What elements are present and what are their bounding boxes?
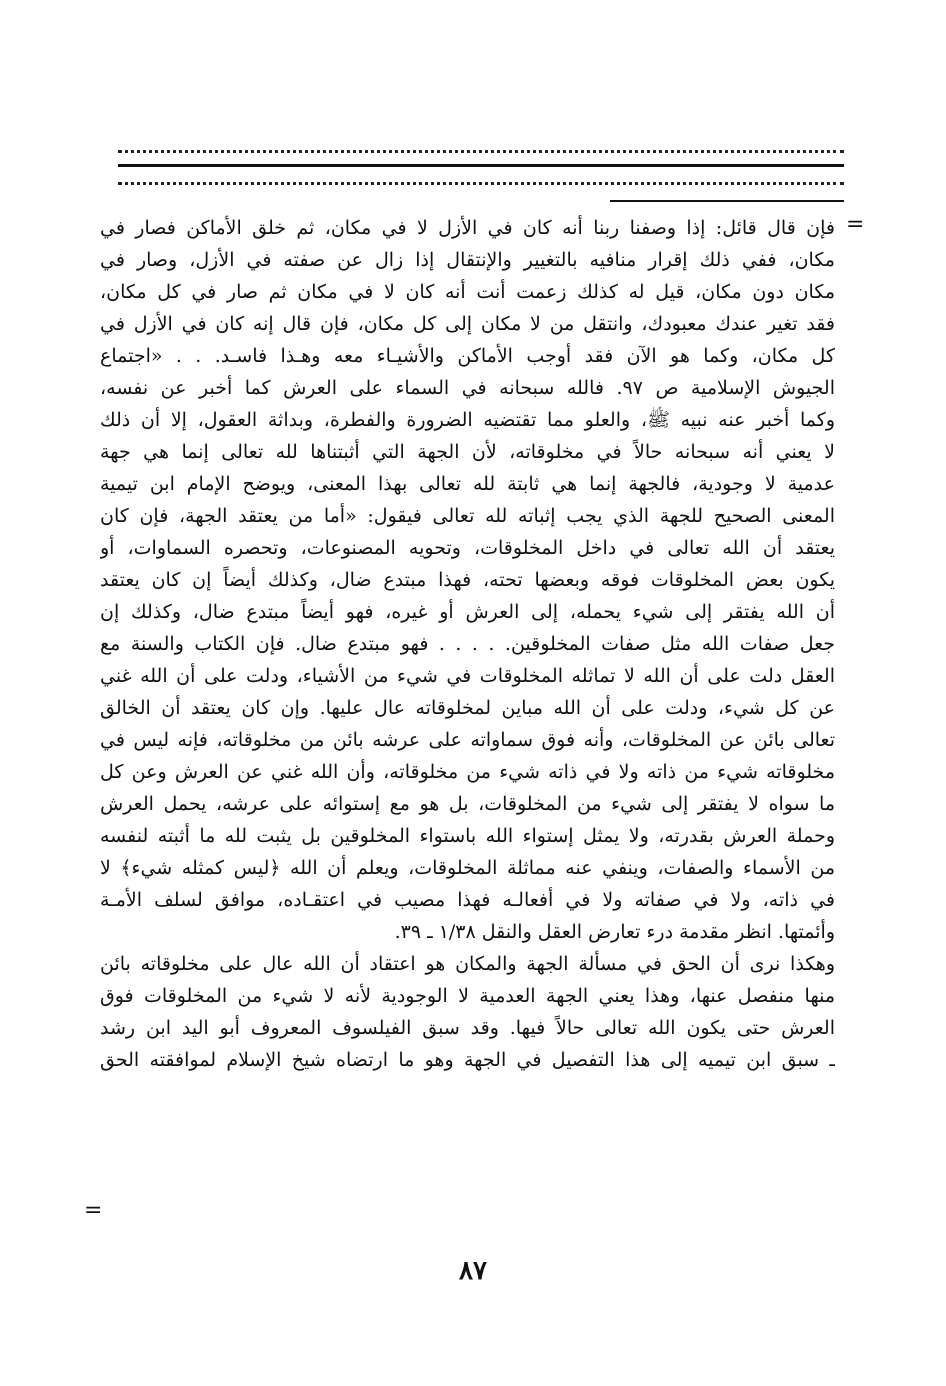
text-line: المعنى الصحيح للجهة الذي يجب إثباته لله تعالى فيقول: «أما من يعتقد الجهة، فإن كان xyxy=(100,505,835,527)
text-line: ما سواه لا يفتقر إلى شيء من المخلوقات، بل هو مع إستوائه على عرشه، يحمل العرش xyxy=(100,793,835,815)
dotted-rule-bottom xyxy=(118,182,844,185)
text-line: عدمية لا وجودية، فالجهة إنما هي ثابتة لله تعالى بهذا المعنى، ويوضح الإمام ابن تيمية xyxy=(100,473,835,495)
text-line: أن الله يفتقر إلى شيء يحمله، إلى العرش أو غيره، فهو أيضاً مبتدع ضال، وكذلك إن xyxy=(100,601,835,623)
text-line: منها منفصل عنها، وهذا يعني الجهة العدمية لا الوجودية لأنه لا شيء من المخلوقات فوق xyxy=(100,985,835,1007)
page-number: ٨٧ xyxy=(459,1256,487,1286)
header-rule xyxy=(118,164,844,167)
text-line: مخلوقاته شيء من ذاته ولا في ذاته شيء من مخلوقاته، وأن الله غني عن العرش وعن كل xyxy=(100,761,835,783)
text-line: في ذاته، ولا في صفاته ولا في أفعالـه فهذا مصيب في اعتقـاده، موافق لسلف الأمـة xyxy=(100,889,835,911)
text-line: من الأسماء والصفات، وينفي عنه مماثلة المخلوقات، ويعلم أن الله ﴿ليس كمثله شيء﴾ لا xyxy=(100,857,835,879)
text-line: يكون بعض المخلوقات فوقه وبعضها تحته، فهذا مبتدع ضال، وكذلك أيضاً إن كان يعتقد xyxy=(100,569,835,591)
text-line: مكان دون مكان، قيل له كذلك زعمت أنت أنه كان لا في مكان ثم صار في كل مكان، xyxy=(100,281,835,303)
footnote-text xyxy=(100,212,835,1076)
text-line: جعل صفات الله مثل صفات المخلوقين. . . . . فهو مبتدع ضال. فإن الكتاب والسنة مع xyxy=(100,633,835,655)
text-line: ـ سبق ابن تيميه إلى هذا التفصيل في الجهة وهو ما ارتضاه شيخ الإسلام لموافقته الحق xyxy=(100,1049,835,1071)
text-line: العرش حتى يكون الله تعالى حالاً فيها. وقد سبق الفيلسوف المعروف أبو اليد ابن رشد xyxy=(100,1017,835,1039)
footnote-separator xyxy=(610,200,844,202)
text-line: عن كل شيء، ودلت على أن الله مباين لمخلوقاته عال عليها. وإن كان يعتقد أن الخالق xyxy=(100,697,835,719)
text-line: وكما أخبر عنه نبيه ﷺ، والعلو مما تقتضيه الضرورة والفطرة، وبداثة العقول، إلا أن ذلك xyxy=(100,409,835,431)
continuation-mark-bottom: = xyxy=(84,1198,103,1223)
text-line: مكان، ففي ذلك إقرار منافيه بالتغيير والإنتقال إذا زال عن صفته في الأزل، وصار في xyxy=(100,249,835,271)
dotted-rule-top xyxy=(118,150,844,153)
text-line: تعالى بائن عن المخلوقات، وأنه فوق سماواته على عرشه بائن من مخلوقاته، فإنه ليس في xyxy=(100,729,835,751)
text-line: كل مكان، وكما هو الآن فقد أوجب الأماكن والأشيـاء معه وهـذا فاسـد. . . «اجتماع xyxy=(100,345,835,367)
text-line: الجيوش الإسلامية ص ٩٧. فالله سبحانه في السماء على العرش كما أخبر عن نفسه، xyxy=(100,377,835,399)
text-line: وحملة العرش بقدرته، ولا يمثل إستواء الله باستواء المخلوقين بل يثبت لله ما أثبته لنفسه xyxy=(100,825,835,847)
text-line: فقد تغير عندك معبودك، وانتقل من لا مكان إلى كل مكان، فإن قال إنه كان في الأزل في xyxy=(100,313,835,335)
continuation-mark-top: = xyxy=(846,212,865,237)
text-line: يعتقد أن الله تعالى في داخل المخلوقات، وتحويه المصنوعات، وتحصره السماوات، أو xyxy=(100,537,835,559)
text-line: فإن قال قائل: إذا وصفنا ربنا أنه كان في الأزل لا في مكان، ثم خلق الأماكن فصار في xyxy=(100,217,835,239)
text-line: وأئمتها. انظر مقدمة درء تعارض العقل والنقل ١/٣٨ ـ ٣٩. xyxy=(394,921,835,943)
text-line: العقل دلت على أن الله لا تماثله المخلوقات في شيء من الأشياء، ودلت على أن الله غني xyxy=(100,665,835,687)
text-line: لا يعني أنه سبحانه حالاً في مخلوقاته، لأن الجهة التي أثبتناها لله تعالى إنما هي جهة xyxy=(100,441,835,463)
text-line: وهكذا نرى أن الحق في مسألة الجهة والمكان هو اعتقاد أن الله عال على مخلوقاته بائن xyxy=(100,953,835,975)
